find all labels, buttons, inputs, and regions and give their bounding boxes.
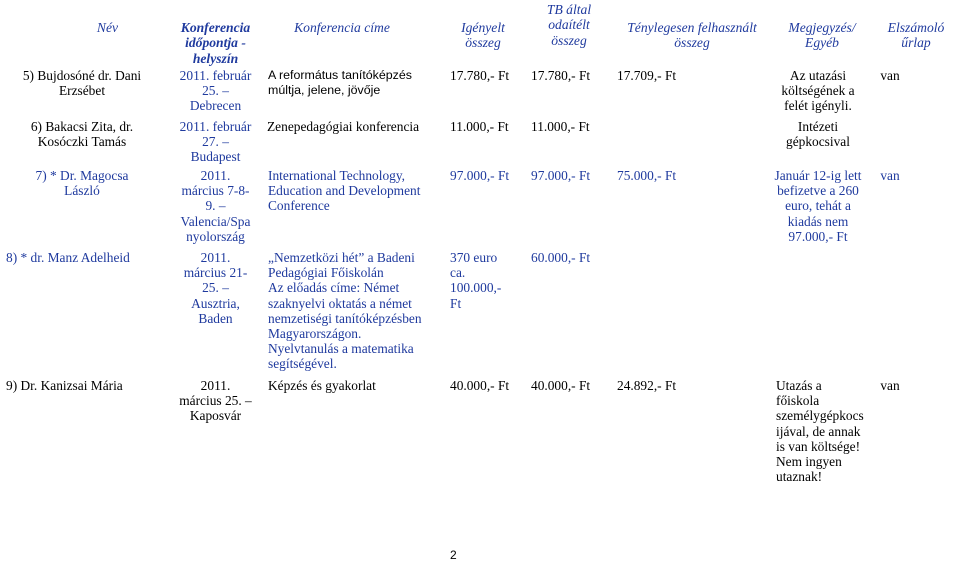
row-7-date-place: 2011. március 7-8- 9. – Valencia/Spa nyolország — [180, 168, 251, 244]
row-9-name: 9) Dr. Kanizsai Mária — [6, 378, 123, 393]
row-5-requested: 17.780,- Ft — [450, 68, 510, 83]
row-9-note: Utazás a főiskola személygépkocs ijával, de annak is van költsége! Nem ingyen utaznak! — [776, 378, 864, 485]
header-date-place: Konferencia időpontja - helyszín — [180, 20, 251, 66]
row-6-note: Intézeti gépkocsival — [786, 119, 850, 150]
header-form: Elszámoló űrlap — [887, 20, 945, 51]
row-6-name: 6) Bakacsi Zita, dr. Kosóczki Tamás — [30, 119, 134, 150]
header-title: Konferencia címe — [294, 20, 390, 35]
row-6-requested: 11.000,- Ft — [450, 119, 509, 134]
row-7-note: Január 12-ig lett befizetve a 260 euro, tehát a kiadás nem 97.000,- Ft — [774, 168, 862, 244]
row-5-title: A református tanítóképzés múltja, jelene, jövője — [268, 68, 412, 98]
row-9-date-place: 2011. március 25. – Kaposvár — [179, 378, 252, 424]
row-5-note: Az utazási költségének a felét igényli. — [781, 68, 855, 114]
row-6-approved: 11.000,- Ft — [531, 119, 590, 134]
row-9-title: Képzés és gyakorlat — [268, 378, 376, 393]
row-5-form: van — [880, 68, 900, 83]
row-8-title: „Nemzetközi hét” a Badeni Pedagógiai Főiskolán Az előadás címe: Német szaknyelvi oktatás a német nemzetiségi tanítóképzésben Magyarországon. Nyelvtanulás a matematika segítségével. — [268, 250, 422, 372]
row-7-form: van — [880, 168, 900, 183]
header-requested: Igényelt összeg — [461, 20, 505, 51]
row-6-date-place: 2011. február 27. – Budapest — [179, 119, 252, 165]
row-7-approved: 97.000,- Ft — [531, 168, 591, 183]
row-7-requested: 97.000,- Ft — [450, 168, 510, 183]
row-8-approved: 60.000,- Ft — [531, 250, 591, 265]
row-5-approved: 17.780,- Ft — [531, 68, 591, 83]
row-8-date-place: 2011. március 21- 25. – Ausztria, Baden — [183, 250, 248, 326]
row-5-name: 5) Bujdosóné dr. Dani Erzsébet — [22, 68, 142, 99]
row-8-name: 8) * dr. Manz Adelheid — [6, 250, 130, 265]
row-8-requested: 370 euro ca. 100.000,- Ft — [450, 250, 502, 311]
header-approved: TB által odaítélt összeg — [546, 2, 592, 48]
row-5-used: 17.709,- Ft — [617, 68, 677, 83]
row-7-title: International Technology, Education and Development Conference — [268, 168, 421, 214]
row-6-title: Zenepedagógiai konferencia — [267, 119, 420, 134]
row-5-date-place: 2011. február 25. – Debrecen — [179, 68, 252, 114]
row-9-requested: 40.000,- Ft — [450, 378, 510, 393]
header-used: Ténylegesen felhasznált összeg — [627, 20, 757, 51]
row-7-used: 75.000,- Ft — [617, 168, 677, 183]
row-7-name: 7) * Dr. Magocsa László — [35, 168, 129, 199]
row-9-form: van — [880, 378, 900, 393]
header-note: Megjegyzés/ Egyéb — [788, 20, 856, 51]
row-9-approved: 40.000,- Ft — [531, 378, 591, 393]
header-name: Név — [96, 20, 119, 35]
page-number: 2 — [450, 548, 457, 562]
row-9-used: 24.892,- Ft — [617, 378, 677, 393]
